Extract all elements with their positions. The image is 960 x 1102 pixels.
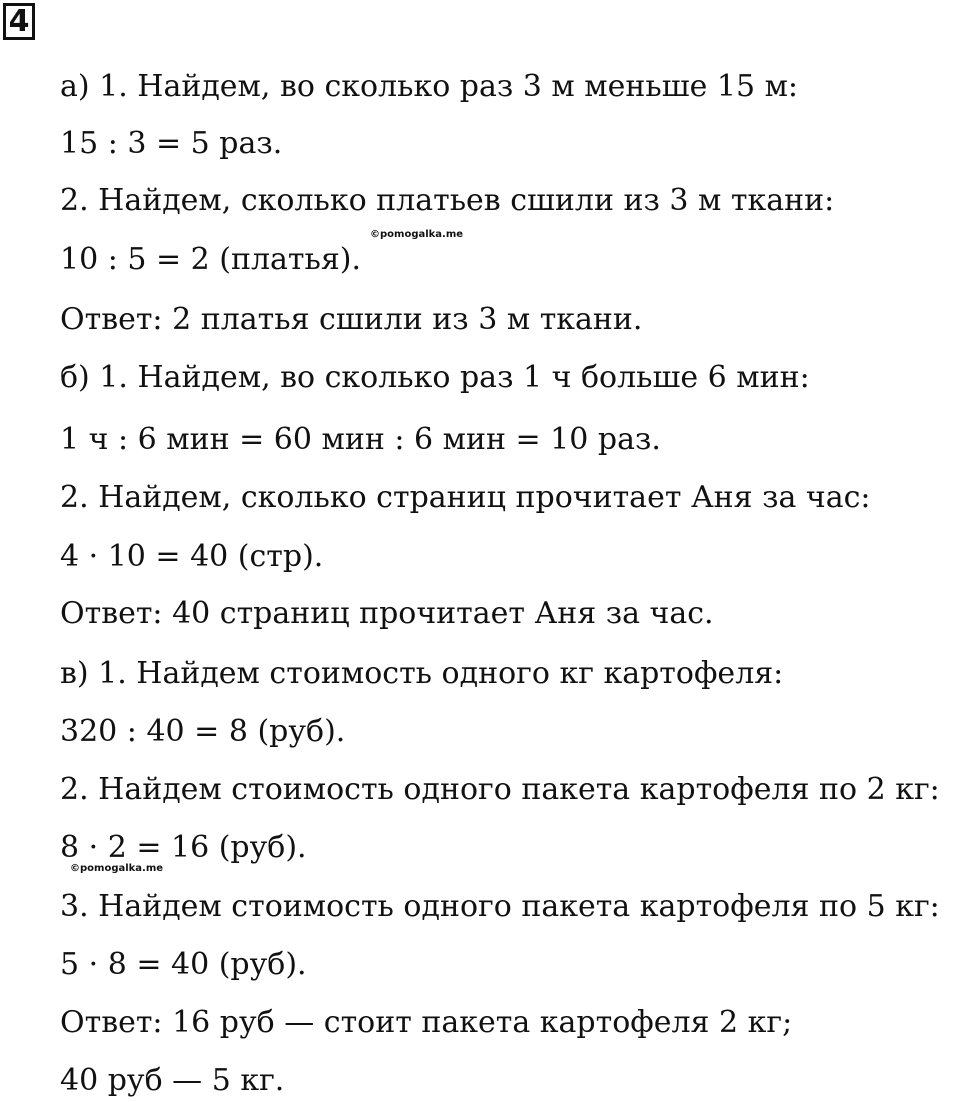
solution-line-c-answer2: 40 руб — 5 кг. xyxy=(60,1063,285,1098)
solution-line-a-calc2: 10 : 5 = 2 (платья). xyxy=(60,242,362,277)
solution-line-c-step2: 2. Найдем стоимость одного пакета картофеля по 2 кг: xyxy=(60,772,940,807)
solution-line-b-calc2: 4 · 10 = 40 (стр). xyxy=(60,539,324,574)
solution-line-c-step1: в) 1. Найдем стоимость одного кг картофеля: xyxy=(60,656,784,691)
solution-line-a-step1: а) 1. Найдем, во сколько раз 3 м меньше 15 м: xyxy=(60,69,799,104)
solution-line-c-calc1: 320 : 40 = 8 (руб). xyxy=(60,714,346,749)
solution-line-a-calc1: 15 : 3 = 5 раз. xyxy=(60,126,283,161)
solution-line-b-calc1: 1 ч : 6 мин = 60 мин : 6 мин = 10 раз. xyxy=(60,422,661,457)
solution-line-a-step2: 2. Найдем, сколько платьев сшили из 3 м ткани: xyxy=(60,183,835,218)
solution-line-c-calc2: 8 · 2 = 16 (руб). xyxy=(60,830,307,865)
solution-line-b-answer: Ответ: 40 страниц прочитает Аня за час. xyxy=(60,596,714,631)
solution-line-b-step2: 2. Найдем, сколько страниц прочитает Аня за час: xyxy=(60,480,871,515)
solution-line-c-answer1: Ответ: 16 руб — стоит пакета картофеля 2 кг; xyxy=(60,1005,793,1040)
watermark-top: ©pomogalka.me xyxy=(370,229,464,240)
task-number-box: 4 xyxy=(3,3,35,40)
solution-line-c-calc3: 5 · 8 = 40 (руб). xyxy=(60,947,307,982)
solution-line-a-answer: Ответ: 2 платья сшили из 3 м ткани. xyxy=(60,302,643,337)
watermark-bottom: ©pomogalka.me xyxy=(70,863,164,874)
solution-line-b-step1: б) 1. Найдем, во сколько раз 1 ч больше 6 мин: xyxy=(60,360,810,395)
solution-line-c-step3: 3. Найдем стоимость одного пакета картофеля по 5 кг: xyxy=(60,889,940,924)
